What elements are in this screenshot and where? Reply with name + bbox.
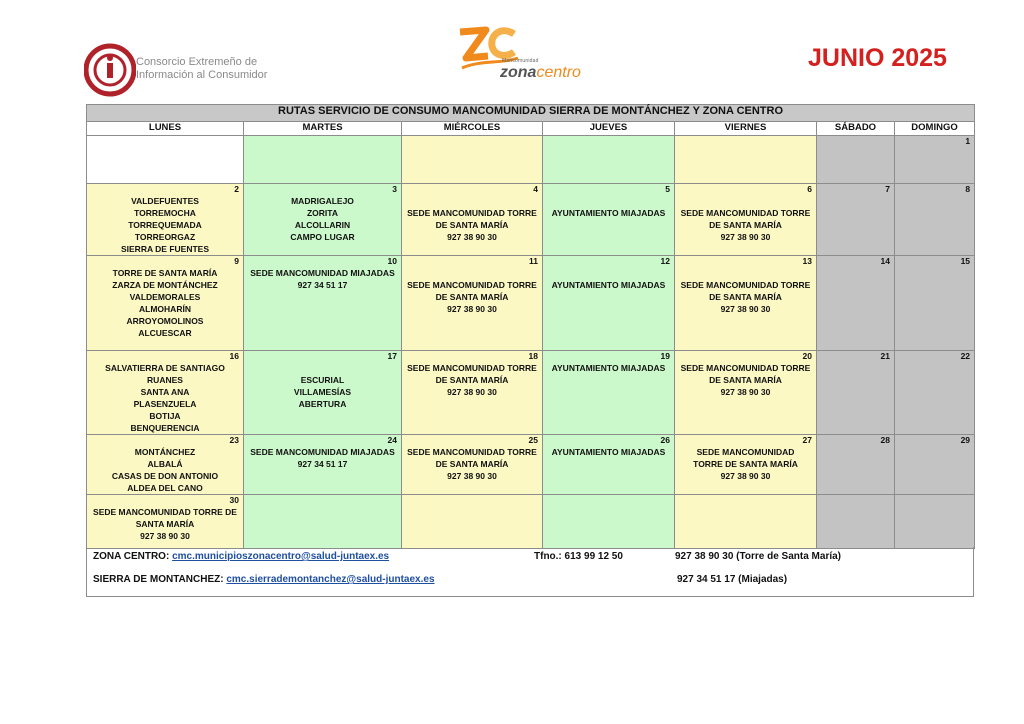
day-number: 14 — [880, 256, 890, 266]
route-stop-line: SANTA MARÍA — [135, 519, 195, 529]
route-stops — [543, 362, 674, 374]
day-number: 19 — [660, 351, 670, 361]
day-number: 2 — [234, 184, 239, 194]
day-cell — [675, 435, 817, 495]
route-stop-line: TORRE DE SANTA MARÍA — [112, 268, 218, 278]
route-stop-line: SIERRA DE FUENTES — [120, 244, 209, 254]
week-row — [87, 495, 975, 549]
route-stop-line — [546, 195, 671, 207]
day-cell — [817, 184, 895, 256]
weekday-header: MARTES — [244, 122, 402, 136]
day-number: 6 — [807, 184, 812, 194]
day-cell — [244, 256, 402, 351]
route-stop-line: ALCUESCAR — [138, 328, 192, 338]
route-stop-line: VALDEFUENTES — [131, 196, 199, 206]
zc-small-text: Mancomunidad — [502, 58, 539, 64]
day-number: 18 — [528, 351, 538, 361]
route-stop-line: 927 38 90 30 — [720, 232, 771, 242]
route-stops — [244, 267, 401, 291]
route-stop-line: BOTIJA — [149, 411, 181, 421]
day-number: 8 — [965, 184, 971, 194]
day-cell — [244, 136, 402, 184]
route-stop-line: SEDE MANCOMUNIDAD MIAJADAS — [250, 268, 395, 278]
route-stop-line: ARROYOMOLINOS — [126, 316, 204, 326]
consorcio-logo — [84, 42, 284, 98]
route-stop-line: ABERTURA — [298, 399, 347, 409]
route-stop-line: SEDE MANCOMUNIDAD TORRE — [680, 208, 811, 218]
day-number: 16 — [229, 351, 239, 361]
day-cell — [87, 435, 244, 495]
route-stops — [87, 195, 243, 255]
day-cell — [543, 351, 675, 435]
day-cell — [543, 184, 675, 256]
day-cell — [244, 184, 402, 256]
day-number: 11 — [529, 256, 538, 266]
route-stop-line: TORRE DE SANTA MARÍA — [693, 459, 798, 469]
week-row — [87, 351, 975, 435]
route-stop-line: 927 34 51 17 — [297, 459, 348, 469]
route-stop-line — [247, 362, 398, 374]
route-stop-line: DE SANTA MARÍA — [709, 220, 782, 230]
phone-miajadas: 927 34 51 17 (Miajadas) — [677, 574, 788, 585]
route-stops — [244, 195, 401, 243]
day-cell — [244, 351, 402, 435]
route-stop-line: CAMPO LUGAR — [290, 232, 355, 242]
route-stop-line: ZARZA DE MONTÁNCHEZ — [112, 280, 218, 290]
day-cell — [402, 184, 543, 256]
route-stops — [402, 446, 542, 482]
day-cell — [895, 136, 975, 184]
sierra-label: SIERRA DE MONTANCHEZ: — [93, 574, 224, 585]
week-row — [87, 256, 975, 351]
route-stops — [543, 195, 674, 219]
day-cell — [402, 495, 543, 549]
day-cell — [817, 351, 895, 435]
route-stop-line: DE SANTA MARÍA — [435, 220, 509, 230]
route-stops — [402, 362, 542, 398]
route-stop-line — [405, 195, 539, 207]
route-stops — [543, 267, 674, 291]
route-stop-line: CASAS DE DON ANTONIO — [111, 471, 219, 481]
week-row — [87, 435, 975, 495]
route-stops — [675, 267, 816, 315]
zona-centro-logo — [452, 24, 602, 84]
day-number: 4 — [533, 184, 538, 194]
day-number: 10 — [387, 256, 397, 266]
route-stop-line: VALDEMORALES — [129, 292, 201, 302]
day-number: 20 — [802, 351, 812, 361]
zona-centro-email-link[interactable]: cmc.municipioszonacentro@salud-juntaex.es — [172, 551, 390, 562]
route-stop-line — [678, 195, 813, 207]
day-cell — [87, 136, 244, 184]
day-number: 25 — [528, 435, 538, 445]
day-cell — [402, 351, 543, 435]
route-stop-line: TORREMOCHA — [134, 208, 196, 218]
route-stop-line: DE SANTA MARÍA — [435, 459, 509, 469]
consorcio-line-1: Consorcio Extremeño de — [136, 56, 258, 68]
route-stop-line: ESCURIAL — [300, 375, 345, 385]
weekday-header: LUNES — [87, 122, 244, 136]
day-cell — [402, 136, 543, 184]
month-title: JUNIO 2025 — [808, 44, 947, 72]
consorcio-line-2: Información al Consumidor — [136, 69, 268, 81]
route-stop-line: 927 38 90 30 — [447, 304, 497, 314]
day-cell — [543, 495, 675, 549]
route-stop-line: ALBALÁ — [147, 459, 183, 469]
weekday-header: JUEVES — [543, 122, 675, 136]
route-stop-line: MADRIGALEJO — [291, 196, 354, 206]
day-cell — [87, 351, 244, 435]
route-stops — [675, 195, 816, 243]
zona-centro-label: ZONA CENTRO: — [93, 551, 170, 562]
telephone-label: Tfno.: 613 99 12 50 — [534, 551, 623, 562]
day-number: 28 — [880, 435, 890, 445]
route-stop-line: 927 38 90 30 — [447, 387, 497, 397]
week-row — [87, 136, 975, 184]
route-stop-line: ZORITA — [306, 208, 338, 218]
route-stop-line: 927 34 51 17 — [297, 280, 348, 290]
route-stop-line: MONTÁNCHEZ — [134, 447, 196, 457]
route-stop-line: SEDE MANCOMUNIDAD TORRE — [407, 208, 537, 218]
route-stop-line: PLASENZUELA — [133, 399, 197, 409]
day-cell — [402, 435, 543, 495]
route-calendar — [86, 104, 975, 549]
route-stop-line: 927 38 90 30 — [720, 387, 771, 397]
day-cell — [817, 136, 895, 184]
zona-centro-contact — [93, 551, 389, 562]
day-number: 9 — [234, 256, 239, 266]
day-cell — [675, 495, 817, 549]
route-stops — [87, 506, 243, 542]
day-number: 17 — [387, 351, 397, 361]
route-stop-line: VILLAMESÍAS — [293, 387, 352, 397]
route-stop-line: DE SANTA MARÍA — [435, 292, 509, 302]
day-cell — [817, 495, 895, 549]
route-stop-line: BENQUERENCIA — [130, 423, 200, 433]
day-cell — [87, 184, 244, 256]
weekday-header: MIÉRCOLES — [402, 122, 543, 136]
day-number: 29 — [960, 435, 971, 445]
day-cell — [543, 136, 675, 184]
route-stop-line: SEDE MANCOMUNIDAD TORRE — [680, 280, 811, 290]
route-stop-line: DE SANTA MARÍA — [709, 292, 782, 302]
day-number: 1 — [965, 136, 971, 146]
route-stop-line: AYUNTAMIENTO MIAJADAS — [551, 363, 666, 373]
route-stop-line: SEDE MANCOMUNIDAD TORRE — [407, 280, 537, 290]
route-stop-line: ALDEA DEL CANO — [127, 483, 203, 493]
route-stop-line: AYUNTAMIENTO MIAJADAS — [551, 208, 666, 218]
day-cell — [244, 435, 402, 495]
route-stops — [675, 446, 816, 482]
day-number: 23 — [229, 435, 239, 445]
route-stop-line — [678, 267, 813, 279]
day-number: 21 — [880, 351, 890, 361]
day-cell — [675, 136, 817, 184]
zc-brand-text: zonacentro — [500, 64, 581, 81]
route-stop-line: SEDE MANCOMUNIDAD MIAJADAS — [250, 447, 395, 457]
week-row — [87, 184, 975, 256]
route-stops — [402, 195, 542, 243]
route-stops — [543, 446, 674, 458]
route-stops — [244, 446, 401, 470]
route-stop-line — [405, 267, 539, 279]
day-number: 30 — [229, 495, 239, 505]
route-stops — [402, 267, 542, 315]
route-stop-line: ALCOLLARIN — [294, 220, 351, 230]
day-number: 24 — [387, 435, 397, 445]
day-cell — [87, 495, 244, 549]
day-cell — [817, 435, 895, 495]
day-number: 3 — [392, 184, 397, 194]
day-cell — [895, 435, 975, 495]
contact-footer — [86, 547, 974, 597]
route-stop-line: ALMOHARÍN — [139, 304, 191, 314]
day-number: 5 — [665, 184, 670, 194]
route-stop-line: SALVATIERRA DE SANTIAGO — [105, 363, 225, 373]
day-cell — [675, 351, 817, 435]
day-cell — [402, 256, 543, 351]
route-stop-line: SANTA ANA — [140, 387, 190, 397]
route-stop-line: 927 38 90 30 — [720, 471, 771, 481]
route-stop-line: DE SANTA MARÍA — [435, 375, 509, 385]
day-number: 27 — [802, 435, 812, 445]
route-stops — [87, 267, 243, 339]
route-stops — [87, 446, 243, 494]
phone-torre: 927 38 90 30 (Torre de Santa María) — [675, 551, 842, 562]
day-cell — [817, 256, 895, 351]
weekday-header: SÁBADO — [817, 122, 895, 136]
route-stop-line: TORREORGAZ — [134, 232, 196, 242]
day-cell — [895, 351, 975, 435]
route-stop-line — [546, 267, 671, 279]
day-cell — [543, 256, 675, 351]
day-cell — [87, 256, 244, 351]
route-stop-line: AYUNTAMIENTO MIAJADAS — [551, 447, 666, 457]
route-stops — [87, 362, 243, 434]
route-stop-line: SEDE MANCOMUNIDAD TORRE — [407, 363, 537, 373]
day-cell — [895, 495, 975, 549]
route-stop-line: DE SANTA MARÍA — [709, 375, 782, 385]
day-number: 7 — [885, 184, 890, 194]
route-stop-line: RUANES — [147, 375, 183, 385]
day-number: 13 — [802, 256, 812, 266]
route-stop-line: 927 38 90 30 — [447, 232, 497, 242]
route-stop-line: SEDE MANCOMUNIDAD TORRE DE — [93, 507, 237, 517]
day-cell — [244, 495, 402, 549]
day-number: 15 — [960, 256, 971, 266]
route-stop-line: TORREQUEMADA — [128, 220, 202, 230]
consorcio-emblem-icon — [84, 42, 136, 98]
day-cell — [895, 184, 975, 256]
route-stop-line: AYUNTAMIENTO MIAJADAS — [551, 280, 666, 290]
day-number: 26 — [660, 435, 670, 445]
route-stop-line: SEDE MANCOMUNIDAD TORRE — [407, 447, 537, 457]
route-stop-line: 927 38 90 30 — [720, 304, 771, 314]
route-stop-line: SEDE MANCOMUNIDAD — [696, 447, 795, 457]
weekday-header: DOMINGO — [895, 122, 975, 136]
route-stop-line: SEDE MANCOMUNIDAD TORRE — [680, 363, 811, 373]
calendar-title: RUTAS SERVICIO DE CONSUMO MANCOMUNIDAD SIERRA DE MONTÁNCHEZ Y ZONA CENTRO — [87, 105, 975, 122]
weekday-header: VIERNES — [675, 122, 817, 136]
day-number: 12 — [660, 256, 670, 266]
route-stops — [244, 362, 401, 410]
day-number: 22 — [960, 351, 971, 361]
day-cell — [675, 184, 817, 256]
route-stop-line: 927 38 90 30 — [447, 471, 497, 481]
day-cell — [675, 256, 817, 351]
route-stops — [675, 362, 816, 398]
day-cell — [543, 435, 675, 495]
day-cell — [895, 256, 975, 351]
sierra-email-link[interactable]: cmc.sierrademontanchez@salud-juntaex.es — [226, 574, 435, 585]
route-stop-line: 927 38 90 30 — [140, 531, 190, 541]
sierra-contact — [93, 574, 435, 585]
